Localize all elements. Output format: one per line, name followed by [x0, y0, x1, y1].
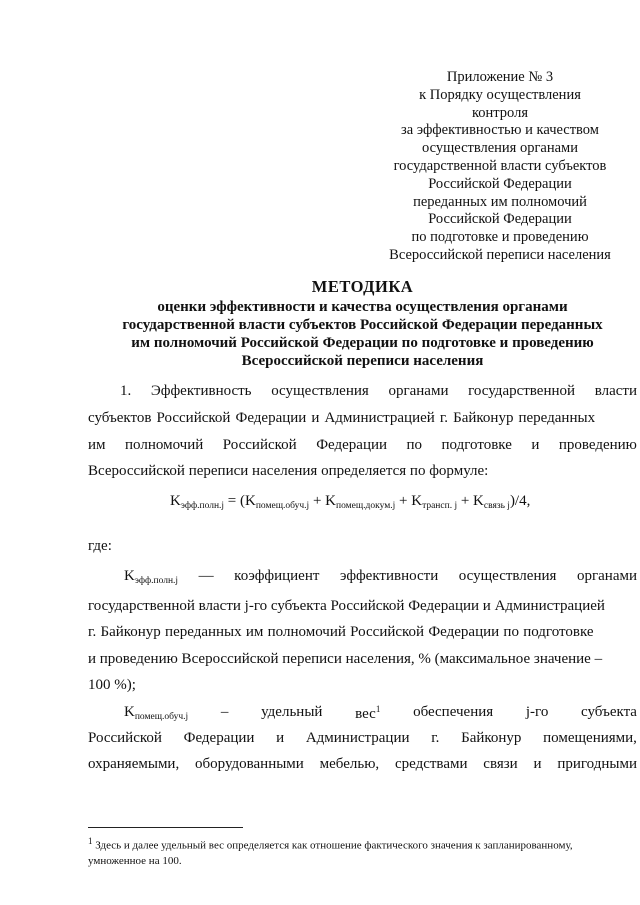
- footnote: $^1$ Здесь и далее удельный вес определяется как отношение фактического значения к запланированному, умноженное на 100.: [88, 836, 573, 867]
- def2-line1: $K_{помещ.обуч.j}$ – удельный вес$^1$ обеспечения j-го субъекта: [124, 704, 637, 722]
- appendix-line: осуществления органами: [422, 140, 578, 157]
- appendix-line: к Порядку осуществления: [419, 86, 581, 103]
- appendix-line: Российской Федерации: [428, 175, 572, 192]
- formula: $K_{эфф.полн.j} = (K_{помещ.обуч.j} + K_{помещ.докум.j} + K_{трансп. j} + K_{связь j})/4$,: [170, 493, 531, 511]
- def1-line1: $K_{эфф.полн.j}$ — коэффициент эффективности осуществления органами: [124, 568, 637, 586]
- appendix-line: переданных им полномочий: [413, 193, 587, 210]
- appendix-line: государственной власти субъектов: [393, 157, 607, 174]
- para1-number: 1.: [120, 383, 132, 399]
- para1-line2: субъектов Российской Федерации и Администрацией г. Байконур переданных: [88, 410, 596, 426]
- para1-line3: им полномочий Российской Федерации по подготовке и проведению: [88, 437, 637, 453]
- appendix-header: [355, 69, 640, 265]
- title-line: Всероссийской переписи населения: [241, 353, 484, 369]
- para1-line4: Всероссийской переписи населения определяется по формуле:: [88, 463, 489, 479]
- where-label: где:: [88, 538, 112, 554]
- appendix-line: Российской Федерации: [428, 211, 572, 228]
- title-line: государственной власти субъектов Российской Федерации переданных: [122, 317, 603, 333]
- title-main: МЕТОДИКА: [311, 277, 414, 296]
- def1-line5: 100 %);: [88, 677, 136, 693]
- title-line: оценки эффективности и качества осуществления органами: [157, 299, 568, 315]
- title-line: им полномочий Российской Федерации по подготовке и проведению: [131, 335, 594, 351]
- appendix-line: Всероссийской переписи населения: [389, 246, 611, 263]
- footnote-divider: [88, 827, 243, 828]
- appendix-line: за эффективностью и качеством: [401, 122, 599, 139]
- def1-line4: и проведению Всероссийской переписи населения, % (максимальное значение –: [88, 651, 603, 667]
- document-title: [40, 278, 640, 370]
- appendix-line: по подготовке и проведению: [411, 229, 589, 246]
- appendix-line: контроля: [471, 104, 529, 121]
- footnote-marker: 1: [375, 704, 381, 714]
- def2-line3: охраняемыми, оборудованными мебелью, средствами связи и пригодными: [88, 756, 637, 772]
- def1-line3: г. Байконур переданных им полномочий Российской Федерации по подготовке: [88, 624, 594, 640]
- para1-line1: 1. Эффективность осуществления органами государственной власти: [120, 383, 637, 399]
- def2-line2: Российской Федерации и Администрации г. Байконур помещениями,: [88, 730, 637, 746]
- appendix-line: Приложение № 3: [446, 69, 554, 85]
- def1-line2: государственной власти j-го субъекта Российской Федерации и Администрацией: [88, 598, 605, 614]
